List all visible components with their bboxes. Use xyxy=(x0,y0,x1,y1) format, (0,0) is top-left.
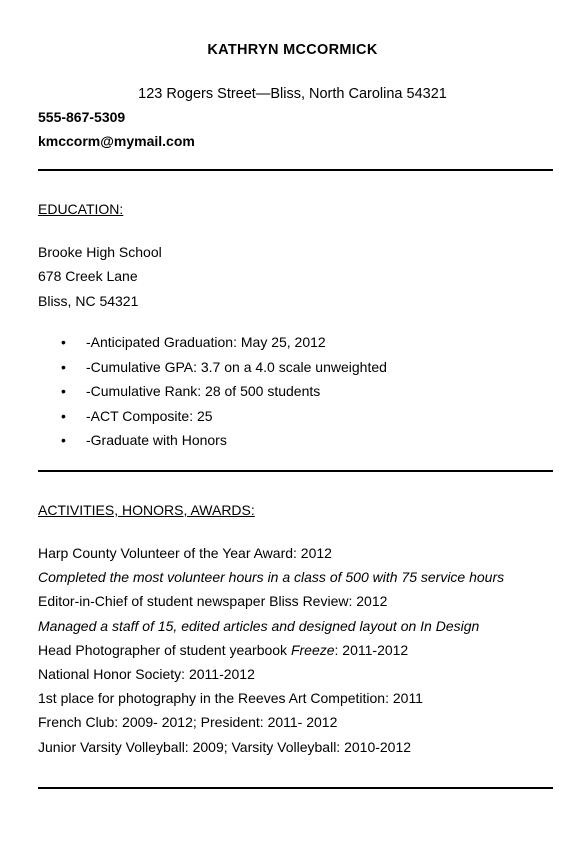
resume-name: KATHRYN MCCORMICK xyxy=(207,42,378,58)
activity-line xyxy=(38,592,504,616)
bullet-text: -Graduate with Honors xyxy=(86,432,227,448)
divider-bottom xyxy=(38,787,553,789)
education-heading: EDUCATION: xyxy=(38,201,124,217)
yearbook-title: Freeze xyxy=(290,641,335,658)
activity-line xyxy=(38,617,504,641)
bullet-marker: • xyxy=(61,407,66,424)
activities-heading: ACTIVITIES, HONORS, AWARDS: xyxy=(38,502,255,518)
bullet-text: -Cumulative Rank: 28 of 500 students xyxy=(86,383,321,399)
bullet-marker: • xyxy=(61,334,66,350)
bullet-marker: • xyxy=(61,358,66,375)
school-city: Bliss, NC 54321 xyxy=(38,293,139,309)
activity-line xyxy=(38,713,504,737)
education-bullet xyxy=(38,358,387,383)
activity-text: Head Photographer of student yearbook xyxy=(38,641,291,658)
education-bullet xyxy=(38,333,387,358)
activity-line xyxy=(38,665,504,689)
activity-text: Harp County Volunteer of the Year Award: 2012 xyxy=(38,545,332,561)
activity-years: : 2011-2012 xyxy=(334,641,409,658)
resume-email: kmccorm@mymail.com xyxy=(38,133,195,149)
activity-line xyxy=(38,568,504,592)
activity-line xyxy=(38,689,504,713)
activity-text: Junior Varsity Volleyball: 2009; Varsity Volleyball: 2010-2012 xyxy=(38,738,412,755)
bullet-marker: • xyxy=(61,383,66,399)
education-bullet-list xyxy=(38,333,387,456)
activity-detail: Completed the most volunteer hours in a class of 500 with 75 service hours xyxy=(38,569,505,586)
activity-detail: Managed a staff of 15, edited articles and designed layout on In Design xyxy=(38,617,480,634)
divider-middle xyxy=(38,470,553,472)
resume-address: 123 Rogers Street—Bliss, North Carolina 54321 xyxy=(138,86,447,102)
education-bullet xyxy=(38,407,387,432)
activities-list xyxy=(38,544,504,762)
activity-text: 1st place for photography in the Reeves Art Competition: 2011 xyxy=(38,690,423,707)
resume-phone: 555-867-5309 xyxy=(38,109,126,125)
bullet-text: -Anticipated Graduation: May 25, 2012 xyxy=(86,334,326,350)
bullet-text: -ACT Composite: 25 xyxy=(86,407,213,424)
activity-text: French Club: 2009- 2012; President: 2011- 2012 xyxy=(38,714,338,731)
activity-line xyxy=(38,544,504,568)
bullet-marker: • xyxy=(61,432,66,448)
activity-text: National Honor Society: 2011-2012 xyxy=(38,665,255,682)
education-bullet xyxy=(38,431,387,456)
school-name: Brooke High School xyxy=(38,244,162,260)
activity-text: Editor-in-Chief of student newspaper Bliss Review: 2012 xyxy=(38,593,388,610)
bullet-text: -Cumulative GPA: 3.7 on a 4.0 scale unweighted xyxy=(86,358,387,375)
activity-line xyxy=(38,738,504,762)
divider-top xyxy=(38,169,553,171)
education-bullet xyxy=(38,382,387,407)
activity-line xyxy=(38,641,504,665)
school-street: 678 Creek Lane xyxy=(38,268,138,284)
